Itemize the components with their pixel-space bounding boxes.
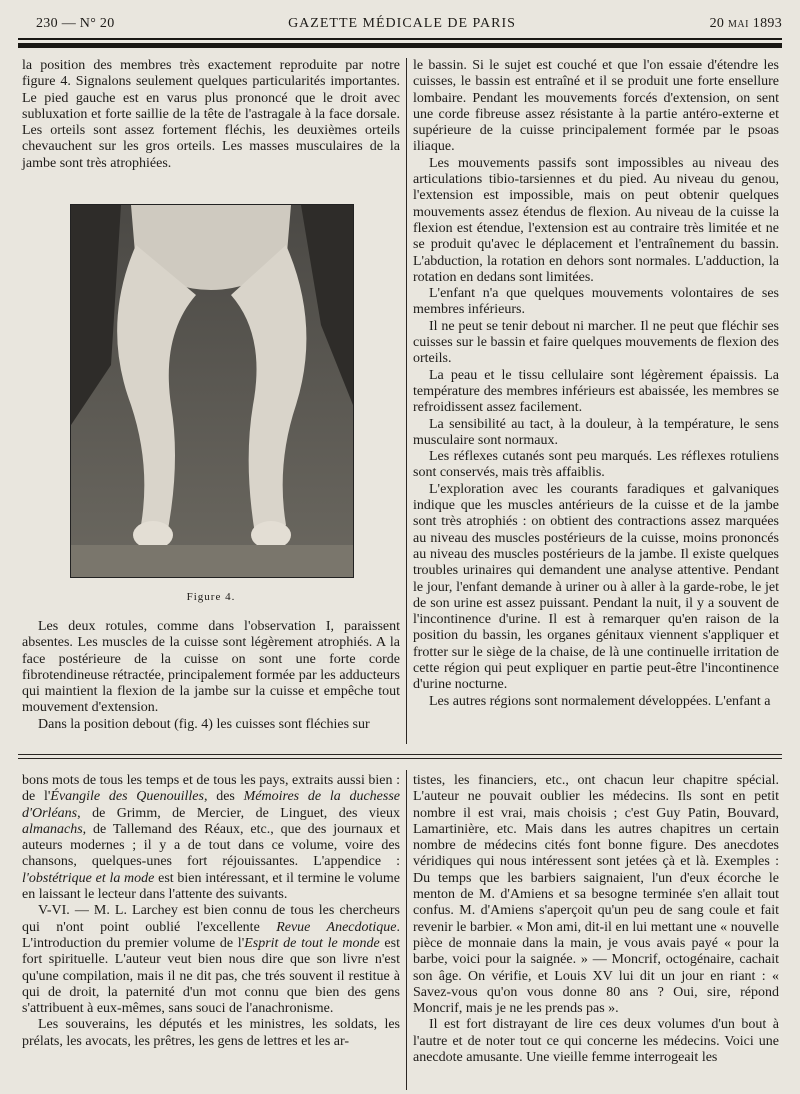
- feuilleton-column-divider: [406, 770, 407, 1090]
- paragraph: Les deux rotules, comme dans l'observation I, paraissent absentes. Les muscles de la cuisse sont légèrement atrophiés. A la face postérieure de la cuisse on sont une forte corde fibrotendineuse rétractée, principalement formée par les adducteurs qui maintient la flexion de la jambe sur la cuisse et empêche tout mouvement d'extension.: [22, 619, 400, 716]
- paragraph: L'exploration avec les courants faradiques et galvaniques indique que les muscles antérieurs de la cuisse et de la jambe sont très atrophiés : on obtient des contractions assez marquées au niveau des muscles postérieurs de la cuisse, moins prononcés au niveau des muscles postérieurs de la jambe. Il existe quelques troubles urinaires qui demandent une analyse attentive. Pendant le jour, l'enfant demande à uriner ou à aller à la garde-robe, le jet de son urine est assez puissant. Pendant la nuit, il y a souvent de l'incontinence d'urine. Il est à remarquer qu'en raison de la position du bassin, les organes génitaux viennent s'appliquer et frotter sur le siège de la chaise, de là une continuelle irritation de cette région qui peut expliquer en partie peut-être l'incontinence d'urine nocturne.: [413, 481, 779, 693]
- date-day: 20: [709, 16, 725, 31]
- left-column-bottom: [22, 619, 400, 733]
- paragraph: La sensibilité au tact, à la douleur, à la température, le sens musculaire sont normaux.: [413, 416, 779, 448]
- feuilleton-rule: [18, 754, 782, 755]
- date-month: MAI: [728, 19, 749, 30]
- paragraph: tistes, les financiers, etc., ont chacun leur chapitre spécial. L'auteur ne pouvait oublier les médecins. Ils sont en petit nombre il est vrai, mais choisis ; c'est Guy Patin, Bouvard, Lamartinière, etc. Mais dans les autres chapitres un certain nombre de médecins cités font bonne figure. Des anecdotes véridiques qui nous intéressent sont jetées çà et là. Exemples : Du temps que les barbiers saignaient, l'un d'eux écorche le menton de M. d'Amiens et sa besogne terminée s'en allait tout confus. M. d'Amiens s'aperçoit qu'un peu de sang coule et fait revenir le barbier. « Mon ami, dit-il en lui mettant une « nouvelle pièce de monnaie dans la main, je vous avais payé « pour la barbe, voici pour la saignée. » — Moncrif, octogénaire, cachait son âge. On vérifie, et Louis XV lui dit un jour en riant : « Savez-vous qu'on vous donne 80 ans ? Oui, sire, répond Moncrif, mais je ne les prends pas ».: [413, 773, 779, 1017]
- text-run: , de Tallemand des Réaux, etc., que des journaux et auteurs modernes ; il y a de tout dans ce volume, voire des chansons, quelques-unes fort réjouissantes. L'appendice :: [22, 821, 400, 870]
- paragraph: Les souverains, les députés et les ministres, les soldats, les prélats, les avocats, les prêtres, les gens de lettres et les ar-: [22, 1017, 400, 1049]
- journal-title: GAZETTE MÉDICALE DE PARIS: [288, 16, 516, 31]
- figure-photo-drawing: [71, 205, 353, 577]
- paragraph: La peau et le tissu cellulaire sont légèrement épaissis. La température des membres inférieurs est abaissée, les membres se refroidissent assez facilement.: [413, 367, 779, 416]
- paragraph: L'enfant n'a que quelques mouvements volontaires de ses membres inférieurs.: [413, 286, 779, 318]
- italic-title: almanachs: [22, 821, 83, 837]
- text-run: V-VI. — M. L. Larchey est bien connu de tous les chercheurs qui n'ont point oublié l'excellente: [22, 903, 400, 935]
- italic-title: Revue Anecdotique: [276, 919, 397, 935]
- italic-title: l'obstétrique et la mode: [22, 870, 155, 886]
- paragraph: Les réflexes cutanés sont peu marqués. Les réflexes rotuliens sont conservés, mais très affaiblis.: [413, 449, 779, 481]
- feuilleton-rule-2: [18, 758, 782, 759]
- text-run: . L'introduction du premier volume de l': [22, 919, 400, 951]
- text-run: est fort spirituelle. L'auteur veut bien nous dire que son livre n'est qu'une compilation, mais il ne dit pas, che trés souvent il restitue à qui de droit, la paternité d'un mot connu que bien des gens s'attribuent à eux-mêmes, sans souci de l'anachronisme.: [22, 935, 400, 1017]
- left-column-top: [22, 58, 400, 172]
- column-divider: [406, 58, 407, 744]
- issue-date: [710, 16, 782, 32]
- header-rule-thick: [18, 43, 782, 48]
- italic-title: Évangile des Quenouilles: [50, 789, 204, 805]
- date-year: 1893: [752, 16, 782, 31]
- text-run: est bien intéressant, et il termine le volume en laissant le lecteur dans l'attente des suivants.: [22, 870, 400, 903]
- figure-4-photograph: [70, 204, 354, 578]
- paragraph: Il ne peut se tenir debout ni marcher. Il ne peut que fléchir ses cuisses sur le bassin et faire quelques mouvements de flexion des orteils.: [413, 318, 779, 367]
- feuilleton-left-column: [22, 773, 400, 1050]
- paragraph: Dans la position debout (fig. 4) les cuisses sont fléchies sur: [38, 716, 370, 732]
- italic-title: Mémoires de la duchesse d'Orléans: [22, 789, 400, 821]
- paragraph: [22, 773, 400, 903]
- feuilleton-right-column: [413, 773, 779, 1066]
- text-run: bons mots de tous les temps et de tous les pays, extraits aussi bien : de l': [22, 773, 400, 805]
- text-run: , des: [203, 789, 244, 805]
- text-run: , de Grimm, de Mercier, de Linguet, des vieux: [77, 805, 400, 821]
- paragraph: la position des membres très exactement reproduite par notre figure 4. Signalons seulement quelques particularités importantes. Le pied gauche est en varus plus prononcé que le droit avec subluxation et forte saillie de la tête de l'astragale à la face dorsale. Les orteils sont assez fortement fléchis, les deuxièmes orteils chevauchent sur les gros orteils. Les masses musculaires de la jambe sont très atrophiées.: [22, 58, 400, 171]
- figure-caption: Figure 4.: [186, 591, 236, 603]
- paragraph: Les autres régions sont normalement développées. L'enfant a: [429, 693, 771, 709]
- right-column: [413, 58, 779, 710]
- header-rule-thin: [18, 38, 782, 40]
- paragraph: le bassin. Si le sujet est couché et que l'on essaie d'étendre les cuisses, le bassin est entraîné et il se produit une forte ensellure lombaire. Pendant les mouvements forcés d'extension, on sent une corde fibreuse assez résistante à la partie antéro-externe et supérieure de la cuisse principalement formée par le psoas iliaque.: [413, 58, 779, 155]
- page-header: [22, 12, 782, 34]
- paragraph: Les mouvements passifs sont impossibles au niveau des articulations tibio-tarsiennes et du pied. Au niveau du genou, l'extension est impossible, mais on peut obtenir quelques mouvements assez étendus de flexion. Au niveau de la cuisse la flexion est étendue, l'extension est au contraire très limitée et ne se produit qu'avec le déplacement et l'entraînement du bassin. L'abduction, la rotation en dehors sont normales. L'adduction, la rotation en dedans sont limitées.: [413, 155, 779, 285]
- paragraph: [22, 903, 400, 1017]
- italic-title: Esprit de tout le monde: [244, 935, 380, 951]
- page-number: 230 — N° 20: [36, 16, 115, 31]
- paragraph: Il est fort distrayant de lire ces deux volumes d'un bout à l'autre et de noter tout ce qui concerne les médecins. Voici une anecdote amusante. Une vieille femme interrogeait les: [413, 1017, 779, 1066]
